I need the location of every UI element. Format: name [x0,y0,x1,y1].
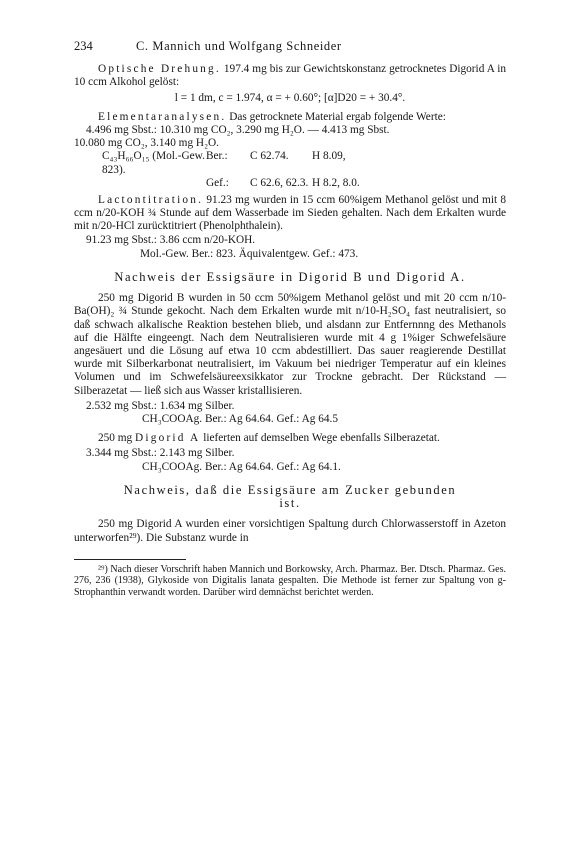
section-title-sugar-bound: Nachweis, daß die Essigsäure am Zucker gebunden ist. [123,482,457,511]
document-page [74,40,506,598]
ber-carbon: C 62.74. [250,150,289,163]
footnote-divider [74,559,186,560]
running-title: C. Mannich und Wolfgang Schneider [136,39,342,53]
optical-rotation-text: 197.4 mg bis zur Gewichtskonstanz getrocknetes Digorid A in 10 ccm Alkohol gelöst: [74,63,507,89]
analysis-results-gef [102,177,506,190]
ber-hydrogen: H 8.09, [312,150,346,163]
titration-line-1: 91.23 mg Sbst.: 3.86 ccm n/20-KOH. [86,233,256,246]
analysis-results-ber [102,150,506,176]
para2-digorid: Digorid A [135,432,201,445]
section-title-acetic-acid: Nachweis der Essigsäure in Digorid B und Digorid A. [114,270,466,285]
section2-paragraph: 250 mg Digorid A wurden einer vorsichtigen Spaltung durch Chlorwasserstoff in Azeton unterworfen²⁹). Die Substanz wurde in [74,518,506,544]
page-number: 234 [74,39,93,53]
analysis-line-1: 4.496 mg Sbst.: 10.310 mg CO₂, 3.290 mg H₂O. — 4.413 mg Sbst. [86,124,390,137]
para2-rest: lieferten auf demselben Wege ebenfalls Silberazetat. [203,432,440,445]
elemental-analysis-paragraph [74,111,506,124]
elemental-analysis-label: Elementaranalysen. [98,110,227,123]
elemental-analysis-text: Das getrocknete Material ergab folgende Werte: [229,110,446,123]
rotation-formula: l = 1 dm, c = 1.974, α = + 0.60°; [α]D20 = + 30.4°. [174,91,406,104]
lacton-titration-label: Lactontitration. [98,194,204,207]
molecular-formula: C₄₃H₆₆O₁₅ (Mol.-Gew. 823). [102,150,205,176]
silver-line-1: 2.532 mg Sbst.: 1.634 mg Silber. [86,399,235,412]
ber-label: Ber.: [206,150,228,163]
section1-paragraph: 250 mg Digorid B wurden in 50 ccm 50%igem Methanol gelöst und mit 20 ccm n/10-Ba(OH)₂ ¾ Stunde gekocht. Nach dem Erkalten wurde mit n/10-H₂SO₄ fast neutralisiert, so daß schwach alkalische Reaktion bestehen blieb, und alsdann zur Entfernnng des Methanols auf die Hälfte eingeengt. Nach dem Neutralisieren wurde mit 4 g 1%iger Schwefelsäure angesäuert und die Lösung auf etwa 10 ccm abdestilliert. Das sauer reagierende Destillat wurde mit Silberkarbonat neutralisiert, im Vakuum bei niedriger Temperatur auf ein kleines Volumen und im Schwefelsäureexsikkator zur Trockne gebracht. Der Rückstand — Silberazetat — ließ sich aus Wasser kristallisieren. [74,292,506,397]
para2-start: 250 mg [98,432,133,445]
lacton-titration-text: 91.23 mg wurden in 15 ccm 60%igem Methanol gelöst und mit 8 ccm n/20-KOH ¾ Stunde auf dem Wasserbade im Sieden gehalten. Nach dem Erkalten wurde mit n/20-HCl zurücktitriert (Phenolphthalein). [74,194,506,233]
silver-calc-2: CH₃COOAg. Ber.: Ag 64.64. Gef.: Ag 64.1. [142,460,341,473]
optical-rotation-label: Optische Drehung. [98,63,221,76]
lacton-titration-paragraph [74,194,506,234]
analysis-line-2: 10.080 mg CO₂, 3.140 mg H₂O. [74,137,220,150]
gef-hydrogen: H 8.2, 8.0. [312,176,360,189]
gef-label: Gef.: [206,176,229,189]
gef-carbon: C 62.6, 62.3. [250,176,309,189]
footnote-29: ²⁹) Nach dieser Vorschrift haben Mannich und Borkowsky, Arch. Pharmaz. Ber. Dtsch. Pharmaz. Ges. 276, 236 (1938), Glykoside von Digitalis lanata gespalten. Die Methode ist ferner zur Spaltung von g-Strophanthin verwandt worden. Darüber wird demnächst berichtet werden. [74,563,506,598]
silver-calc-1: CH₃COOAg. Ber.: Ag 64.64. Gef.: Ag 64.5 [142,413,338,426]
titration-line-2: Mol.-Gew. Ber.: 823. Äquivalentgew. Gef.: 473. [140,247,359,260]
silver-line-2: 3.344 mg Sbst.: 2.143 mg Silber. [86,447,235,460]
section1-paragraph-2 [74,432,506,445]
optical-rotation-paragraph [74,63,506,89]
page-header [74,40,506,53]
